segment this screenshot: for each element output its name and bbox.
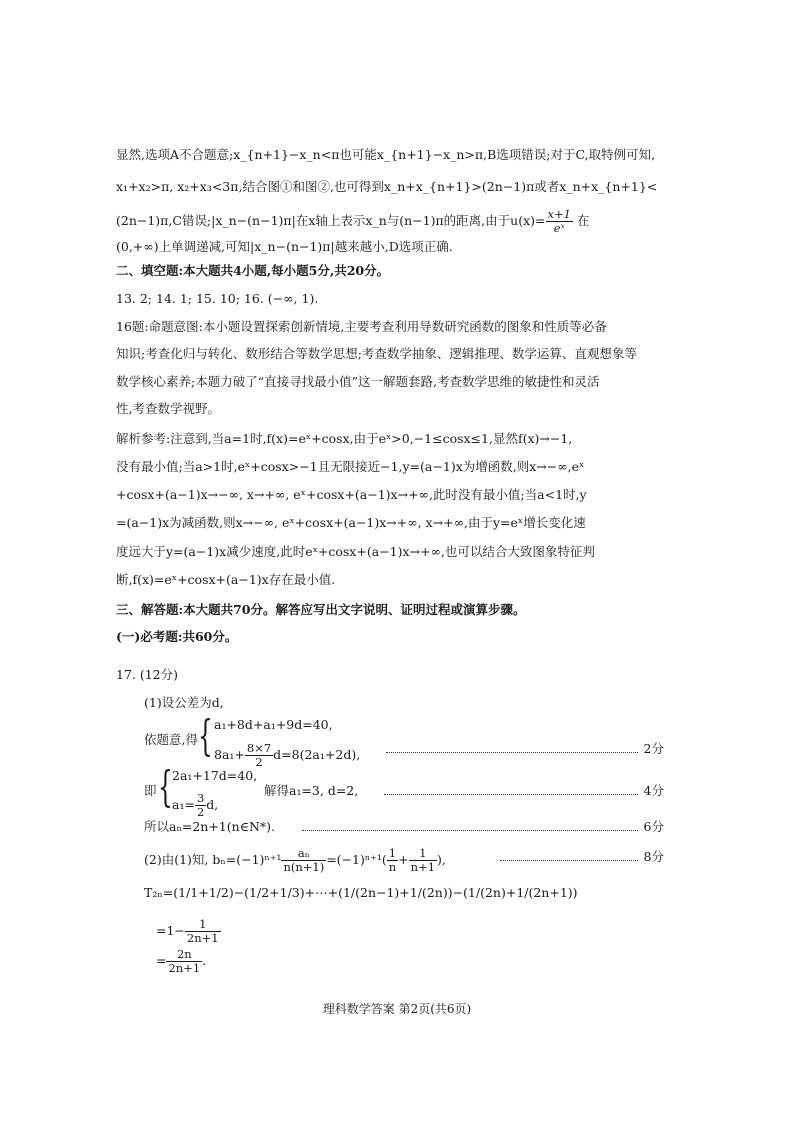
t3-pre: = bbox=[156, 953, 167, 968]
bn-pre: (2)由(1)知, bₙ=(−1)ⁿ⁺¹ bbox=[144, 852, 282, 867]
q16-intent-4: 性,考查数学视野。 bbox=[116, 401, 220, 416]
sys1-eq2-fraction bbox=[245, 742, 273, 769]
q17-an-formula: 所以aₙ=2n+1(n∈N*). bbox=[144, 819, 275, 834]
section3-heading: 三、解答题:本大题共70分。解答应写出文字说明、证明过程或演算步骤。 bbox=[116, 602, 526, 617]
q17-t2n-line: T₂ₙ=(1/1+1/2)−(1/2+1/3)+⋯+(1/(2n−1)+1/(2n))−(1/(2n)+1/(2n+1)) bbox=[144, 885, 578, 900]
bn-f2-num: 1 bbox=[409, 847, 437, 861]
section3-subheading: (一)必考题:共60分。 bbox=[116, 629, 238, 644]
q16-intent-1: 16题:命题意图:本小题设置探索创新情境,主要考查利用导数研究函数的图象和性质等必备 bbox=[116, 319, 607, 334]
q16-analysis-3: +cosx+(a−1)x→−∞, x→+∞, eˣ+cosx+(a−1)x→+∞,此时没有最小值;当a<1时,y bbox=[116, 487, 587, 502]
q16-intent-2: 知识;考查化归与转化、数形结合等数学思想;考查数学抽象、逻辑推理、数学运算、直观想象等 bbox=[116, 346, 637, 361]
t2-pre: =1− bbox=[156, 923, 185, 938]
sys2-eq2-fraction bbox=[195, 792, 206, 819]
q16-analysis-4: =(a−1)x为减函数,则x→−∞, eˣ+cosx+(a−1)x→+∞, x→+∞,由于y=eˣ增长变化速 bbox=[116, 515, 586, 530]
page-footer: 理科数学答案 第2页(共6页) bbox=[322, 1002, 472, 1016]
q17-t2n-step3 bbox=[156, 948, 206, 975]
dot-leader-6 bbox=[302, 830, 638, 831]
fill-answers: 13. 2; 14. 1; 15. 10; 16. (−∞, 1). bbox=[116, 291, 319, 306]
para-top-line-2: x₁+x₂>π, x₂+x₃<3π,结合图①和图②,也可得到x_n+x_{n+1}>(2n−1)π或者x_n+x_{n+1}< bbox=[116, 179, 658, 194]
q17-system1-eq1: a₁+8d+a₁+9d=40, bbox=[214, 717, 333, 732]
bn-f1-den: n bbox=[388, 860, 397, 874]
score-8: 8分 bbox=[643, 849, 664, 864]
q16-analysis-2: 没有最小值;当a>1时,eˣ+cosx>−1且无限接近−1,y=(a−1)x为增函数,则x→−∞,eˣ bbox=[116, 459, 585, 474]
q16-analysis-5: 度远大于y=(a−1)x减少速度,此时eˣ+cosx+(a−1)x→+∞,也可以结合大致图象特征判 bbox=[116, 544, 595, 559]
q17-solve: 解得a₁=3, d=2, bbox=[264, 783, 359, 798]
sys1-frac-num: 8×7 bbox=[246, 741, 272, 755]
score-6: 6分 bbox=[643, 819, 664, 834]
sys2-eq2-post: d, bbox=[206, 797, 219, 812]
bn-frac-den: n(n+1) bbox=[283, 860, 325, 874]
section2-heading: 二、填空题:本大题共4小题,每小题5分,共20分。 bbox=[116, 263, 390, 278]
t2-num: 1 bbox=[185, 918, 221, 932]
para-top-line-3 bbox=[116, 208, 589, 235]
sys2-eq2-pre: a₁= bbox=[172, 797, 195, 812]
ux-denominator: eˣ bbox=[553, 221, 565, 235]
ux-fraction bbox=[546, 208, 573, 235]
ux-numerator: x+1 bbox=[547, 207, 571, 221]
score-4: 4分 bbox=[643, 783, 664, 798]
q17-title: 17. (12分) bbox=[116, 667, 179, 682]
t3-post: . bbox=[202, 953, 207, 968]
q16-analysis-1: 解析参考:注意到,当a=1时,f(x)=eˣ+cosx,由于eˣ>0,−1≤cosx≤1,显然f(x)→−1, bbox=[116, 431, 573, 446]
sys1-eq2-pre: 8a₁+ bbox=[214, 747, 245, 762]
sys2-frac-den: 2 bbox=[196, 805, 205, 819]
bn-f1-num: 1 bbox=[387, 847, 398, 861]
bn-fraction-1 bbox=[387, 847, 398, 874]
q16-intent-3: 数学核心素养;本题力破了“直接寻找最小值”这一解题套路,考查数学思维的敏捷性和灵活 bbox=[116, 374, 600, 389]
bn-fraction-2 bbox=[409, 847, 437, 874]
dot-leader-2 bbox=[386, 752, 638, 753]
bn-fraction bbox=[281, 847, 326, 874]
sys1-eq2-post: d=8(2a₁+2d), bbox=[273, 747, 361, 762]
bn-plus: + bbox=[398, 852, 409, 867]
t3-num: 2n bbox=[166, 948, 202, 962]
q16-analysis-6: 断,f(x)=eˣ+cosx+(a−1)x存在最小值. bbox=[116, 572, 336, 587]
left-brace-2: { bbox=[158, 762, 173, 811]
para-top-line-4: (0,+∞)上单调递减,可知|x_n−(n−1)π|越来越小,D选项正确. bbox=[116, 239, 453, 254]
dot-leader-8 bbox=[500, 860, 638, 861]
q17-system2-eq1: 2a₁+17d=40, bbox=[172, 768, 258, 783]
sys2-frac-num: 3 bbox=[196, 791, 205, 805]
t3-den: 2n+1 bbox=[168, 961, 201, 975]
q17-system2-eq2 bbox=[172, 792, 218, 819]
bn-f2-den: n+1 bbox=[410, 860, 436, 874]
para-top-line-3-text: (2n−1)π,C错误;|x_n−(n−1)π|在x轴上表示x_n与(n−1)π的距离,由于u(x)= bbox=[116, 213, 546, 228]
score-2: 2分 bbox=[643, 741, 664, 756]
t3-fraction bbox=[166, 948, 202, 975]
t2-fraction bbox=[185, 918, 221, 945]
dot-leader-4 bbox=[384, 794, 638, 795]
bn-mid: =(−1)ⁿ⁺¹( bbox=[326, 852, 387, 867]
para-top-line-3-tail: 在 bbox=[576, 213, 590, 228]
q17-system1-eq2 bbox=[214, 742, 360, 769]
bn-end: ), bbox=[437, 852, 446, 867]
t2-den: 2n+1 bbox=[186, 931, 219, 945]
q17-system1-prefix: 依题意,得 bbox=[144, 732, 198, 747]
sys1-frac-den: 2 bbox=[255, 755, 263, 769]
q17-line-setup: (1)设公差为d, bbox=[144, 695, 224, 710]
left-brace-1: { bbox=[198, 711, 213, 760]
bn-frac-num: aₙ bbox=[281, 847, 326, 861]
q17-t2n-step2 bbox=[156, 918, 221, 945]
q17-bn-line bbox=[144, 847, 446, 874]
q17-system2-prefix: 即 bbox=[144, 783, 157, 798]
para-top-line-1: 显然,选项A不合题意;x_{n+1}−x_n<π也可能x_{n+1}−x_n>π,B选项错误;对于C,取特例可知, bbox=[116, 147, 656, 162]
